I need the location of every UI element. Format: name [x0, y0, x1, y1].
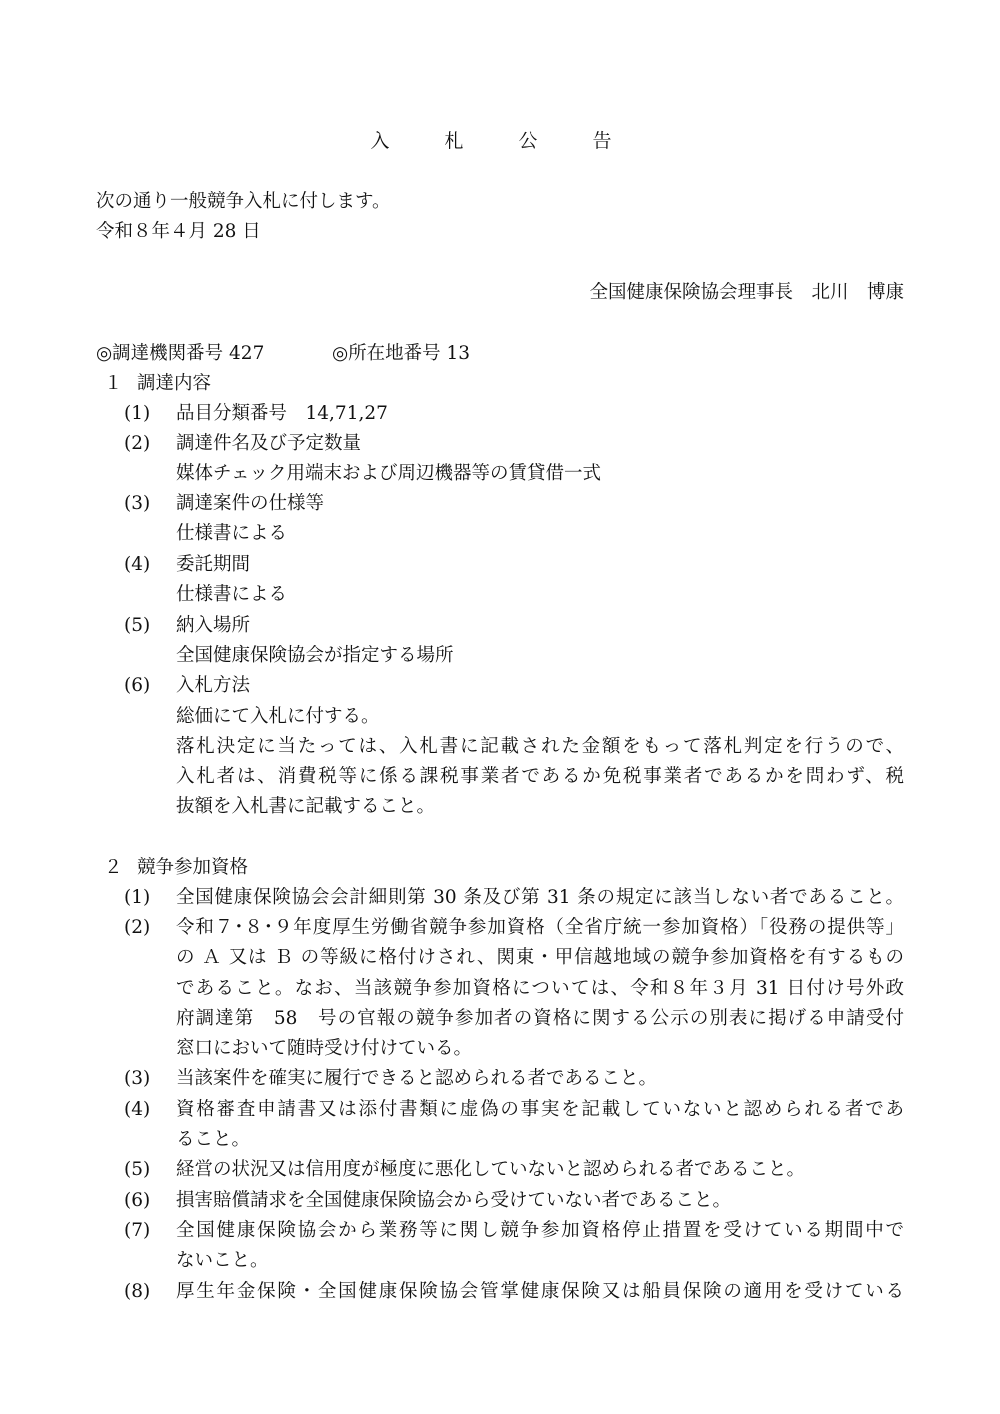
item-number: (1) — [124, 887, 151, 908]
item-number: (4) — [124, 554, 151, 575]
item-text: 窓口において随時受け付けている。 — [176, 1038, 473, 1059]
item-number: (1) — [124, 403, 151, 424]
item-text: の Ａ 又は Ｂ の等級に格付けされ、関東・甲信越地域の競争参加資格を有するもの — [176, 947, 904, 968]
section-1-number: １ — [104, 373, 123, 394]
item-number: (6) — [124, 1190, 151, 1211]
item-detail: 媒体チェック用端末および周辺機器等の賃貸借一式 — [176, 463, 601, 484]
item-number: (4) — [124, 1099, 151, 1120]
item-number: (7) — [124, 1220, 151, 1241]
item-label: 納入場所 — [176, 615, 251, 636]
item-detail: 仕様書による — [176, 523, 288, 544]
item-number: (8) — [124, 1281, 151, 1302]
item-number: (2) — [124, 917, 151, 938]
item-text: 厚生年金保険・全国健康保険協会管掌健康保険又は船員保険の適用を受けている — [176, 1281, 904, 1302]
issuer-name: 全国健康保険協会理事長 北川 博康 — [589, 282, 904, 303]
notice-date: 令和８年４月 28 日 — [96, 221, 261, 242]
document-title: 入 札 公 告 — [370, 130, 630, 152]
item-detail: 抜額を入札書に記載すること。 — [176, 796, 436, 817]
item-number: (3) — [124, 1068, 151, 1089]
item-detail: 落札決定に当たっては、入札書に記載された金額をもって落札判定を行うので、 — [176, 736, 904, 757]
item-number: (6) — [124, 675, 151, 696]
item-text: 資格審査申請書又は添付書類に虚偽の事実を記載していないと認められる者であ — [176, 1099, 904, 1120]
item-text: であること。なお、当該競争参加資格については、令和８年３月 31 日付け号外政 — [176, 978, 904, 999]
section-2-number: ２ — [104, 857, 123, 878]
intro-text: 次の通り一般競争入札に付します。 — [96, 191, 391, 212]
procurement-org-number: ◎調達機関番号 427 — [96, 343, 265, 364]
item-label: 委託期間 — [176, 554, 251, 575]
item-number: (2) — [124, 433, 151, 454]
item-text: 令和７･８･９年度厚生労働省競争参加資格（全省庁統一参加資格）「役務の提供等」 — [176, 917, 904, 938]
item-text: 経営の状況又は信用度が極度に悪化していないと認められる者であること。 — [176, 1159, 806, 1180]
item-label: 調達案件の仕様等 — [176, 493, 325, 514]
item-label: 調達件名及び予定数量 — [176, 433, 362, 454]
item-detail: 入札者は、消費税等に係る課税事業者であるか免税事業者であるかを問わず、税 — [176, 766, 904, 787]
item-text: 全国健康保険協会会計細則第 30 条及び第 31 条の規定に該当しない者であること。 — [176, 887, 904, 908]
item-text: ること。 — [176, 1129, 251, 1150]
item-label: 入札方法 — [176, 675, 251, 696]
item-text: 損害賠償請求を全国健康保険協会から受けていない者であること。 — [176, 1190, 732, 1211]
item-text: 当該案件を確実に履行できると認められる者であること。 — [176, 1068, 658, 1089]
item-text: 府調達第 58 号の官報の競争参加者の資格に関する公示の別表に掲げる申請受付 — [176, 1008, 904, 1029]
item-number: (5) — [124, 1159, 151, 1180]
item-detail: 全国健康保険協会が指定する場所 — [176, 645, 454, 666]
item-text: ないこと。 — [176, 1250, 269, 1271]
item-detail: 仕様書による — [176, 584, 288, 605]
location-number: ◎所在地番号 13 — [332, 343, 471, 364]
item-number: (3) — [124, 493, 151, 514]
section-2-heading: 競争参加資格 — [137, 857, 249, 878]
item-detail: 総価にて入札に付する。 — [176, 706, 380, 727]
section-1-heading: 調達内容 — [137, 373, 212, 394]
item-label: 品目分類番号 14,71,27 — [176, 403, 388, 424]
item-text: 全国健康保険協会から業務等に関し競争参加資格停止措置を受けている期間中で — [176, 1220, 904, 1241]
item-number: (5) — [124, 615, 151, 636]
